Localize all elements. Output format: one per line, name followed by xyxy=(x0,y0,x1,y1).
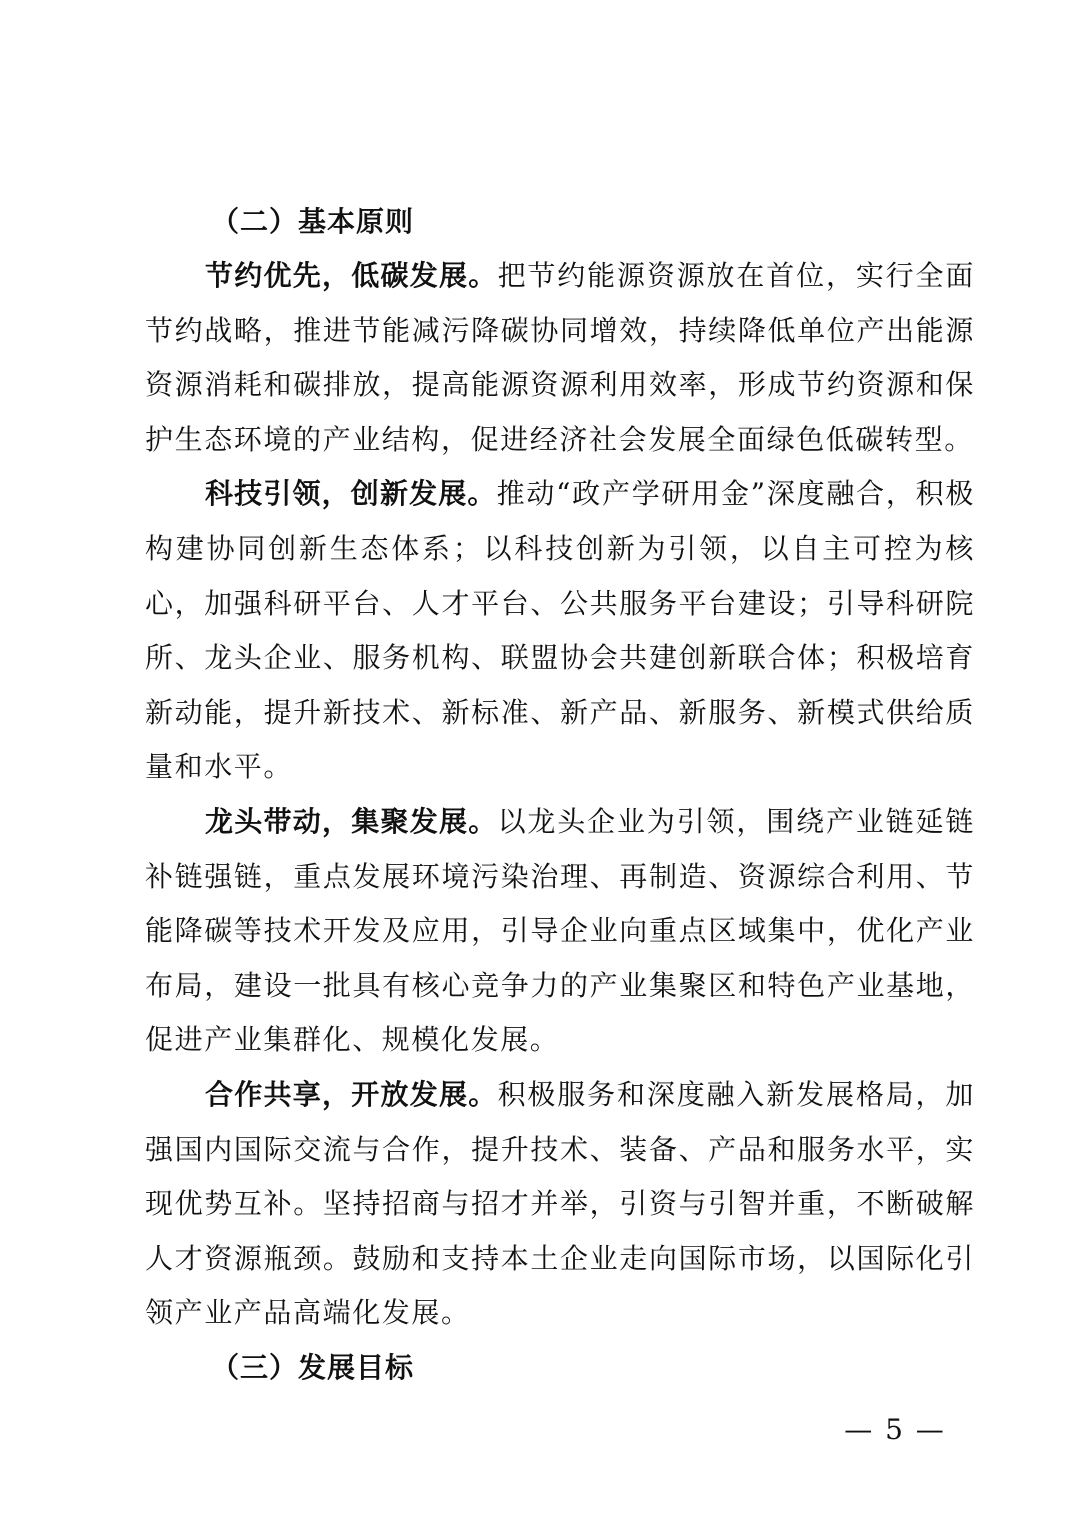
section-heading-basic-principles: （二）基本原则 xyxy=(211,205,415,238)
principle-text-1: 把节约能源资源放在首位，实行全面节约战略，推进节能减污降碳协同增效，持续降低单位产出能源资源消耗和碳排放，提高能源资源利用效率，形成节约资源和保护生态环境的产业结构，促进经济社会发展全面绿色低碳转型。 xyxy=(145,259,975,456)
principle-title-1: 节约优先，低碳发展。 xyxy=(205,259,498,292)
principle-paragraph-4 xyxy=(145,1068,975,1341)
document-page-body xyxy=(145,195,975,1395)
principle-title-4: 合作共享，开放发展。 xyxy=(205,1077,498,1111)
principle-text-3: 以龙头企业为引领，围绕产业链延链补链强链，重点发展环境污染治理、再制造、资源综合利用、节能降碳等技术开发及应用，引导企业向重点区域集中，优化产业布局，建设一批具有核心竞争力的产业集聚区和特色产业基地，促进产业集群化、规模化发展。 xyxy=(145,804,975,1057)
principle-paragraph-3 xyxy=(145,795,975,1068)
principle-title-2: 科技引领，创新发展。 xyxy=(205,477,497,511)
principle-paragraph-1 xyxy=(145,249,975,467)
principle-text-4: 积极服务和深度融入新发展格局，加强国内国际交流与合作，提升技术、装备、产品和服务水平，实现优势互补。坚持招商与招才并举，引资与引智并重，不断破解人才资源瓶颈。鼓励和支持本土企业走向国际市场，以国际化引领产业产品高端化发展。 xyxy=(145,1077,975,1330)
principle-paragraph-2 xyxy=(145,467,975,795)
principle-title-3: 龙头带动，集聚发展。 xyxy=(205,804,498,838)
section-heading-development-goals: （三）发展目标 xyxy=(211,1350,415,1384)
principle-text-2: 推动“政产学研用金”深度融合，积极构建协同创新生态体系；以科技创新为引领，以自主可控为核心，加强科研平台、人才平台、公共服务平台建设；引导科研院所、龙头企业、服务机构、联盟协会共建创新联合体；积极培育新动能，提升新技术、新标准、新产品、新服务、新模式供给质量和水平。 xyxy=(145,477,975,784)
page-number: — 5 — xyxy=(844,1413,946,1446)
